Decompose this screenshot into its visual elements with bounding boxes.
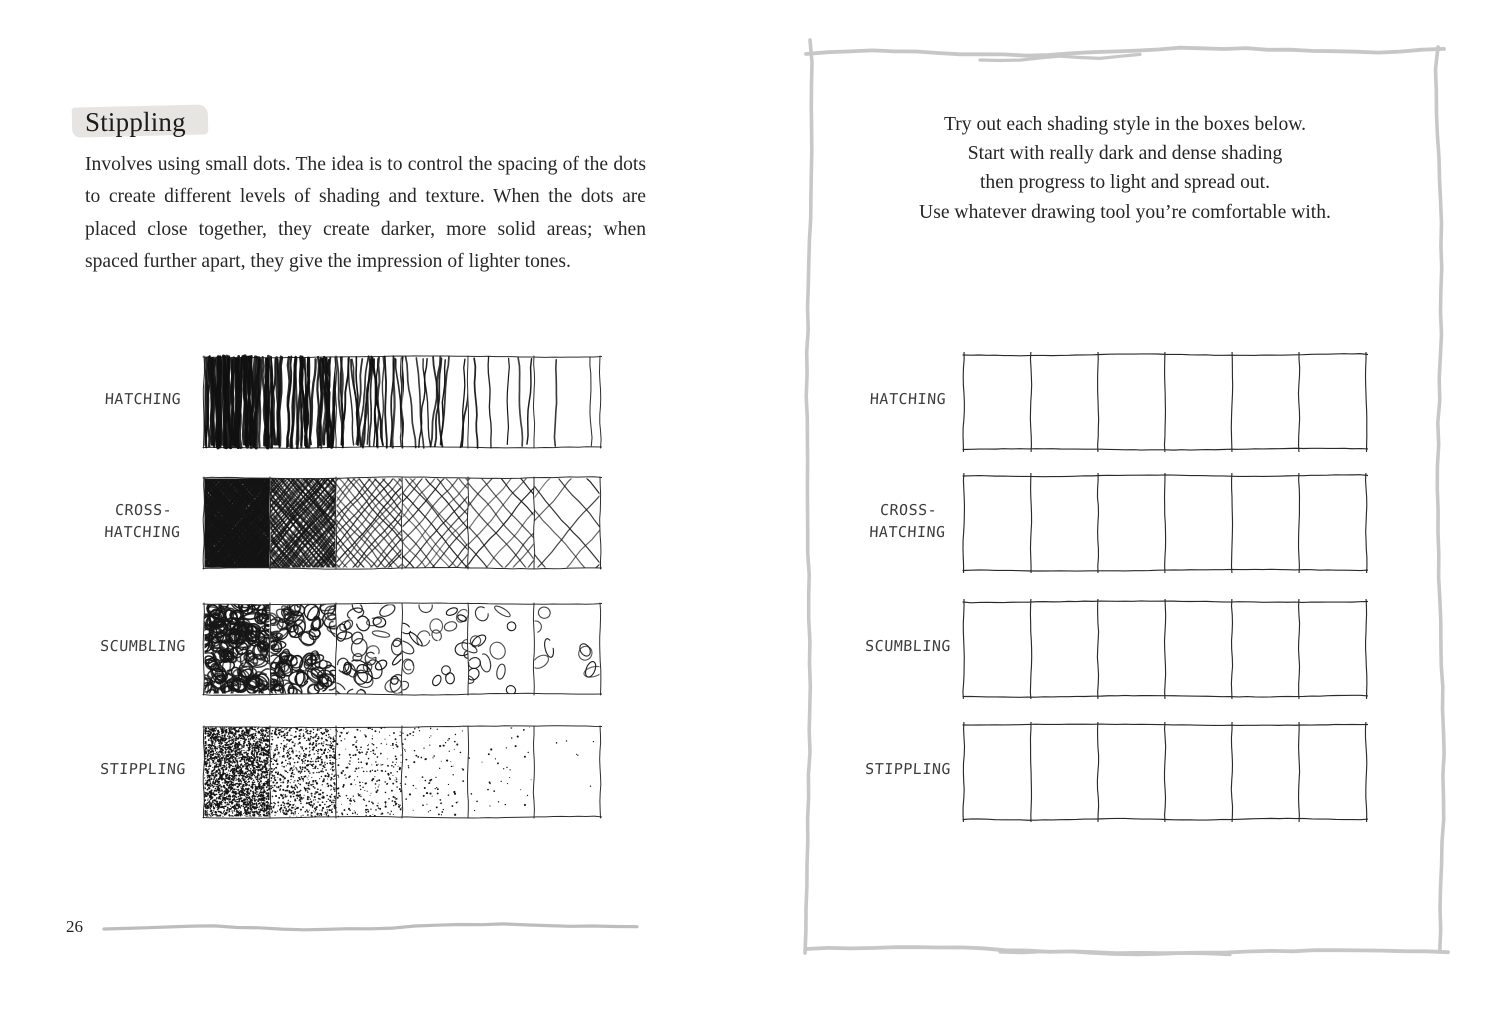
row-label-line: HATCHING bbox=[868, 522, 947, 540]
intro-paragraph: Involves using small dots. The idea is to control the spacing of the dots to create different levels of shading and texture. When the dots are placed close together, they create darker, more solid areas; when spaced further apart, they give the impression of lighter tones. bbox=[85, 154, 646, 273]
page-title: Stippling bbox=[85, 107, 186, 137]
row-label-line: HATCHING bbox=[104, 390, 182, 409]
stippling-practice-grid bbox=[962, 722, 1368, 822]
practice-instructions bbox=[812, 110, 1438, 227]
scumbling-example-strip bbox=[202, 601, 602, 697]
row-label-line: HATCHING bbox=[103, 522, 182, 540]
stippling-example-strip bbox=[202, 724, 602, 820]
sketch-border-stroke bbox=[806, 48, 1444, 56]
cross-hatching-practice-grid bbox=[962, 473, 1368, 573]
sketch-border-stroke bbox=[806, 947, 1448, 953]
cross-hatching-example-strip bbox=[202, 475, 602, 571]
instruction-line: then progress to light and spread out. bbox=[979, 172, 1271, 194]
hatching-example-strip bbox=[202, 354, 602, 450]
page-bottom-rule bbox=[104, 924, 637, 930]
instruction-line: Use whatever drawing tool you’re comfortable with. bbox=[919, 201, 1331, 223]
page-number: 26 bbox=[66, 917, 83, 936]
row-label-line: SCUMBLING bbox=[99, 637, 187, 656]
sketch-border-stroke bbox=[1000, 952, 1230, 955]
row-label-line: SCUMBLING bbox=[864, 637, 952, 656]
row-label-line: CROSS- bbox=[879, 500, 938, 519]
row-label-stippling-example bbox=[62, 759, 223, 781]
sketch-border-stroke bbox=[980, 54, 1140, 60]
row-label-cross-hatching-example bbox=[62, 500, 224, 543]
row-label-line: HATCHING bbox=[869, 390, 947, 409]
row-label-hatching-example bbox=[62, 389, 223, 411]
hatching-practice-grid bbox=[962, 352, 1368, 452]
row-label-line: CROSS- bbox=[114, 500, 173, 519]
instruction-line: Try out each shading style in the boxes below. bbox=[943, 114, 1307, 135]
row-label-line: STIPPLING bbox=[864, 760, 952, 779]
row-label-scumbling-example bbox=[62, 636, 223, 658]
sketch-border-stroke bbox=[805, 40, 812, 953]
scumbling-practice-grid bbox=[962, 599, 1368, 699]
row-label-line: STIPPLING bbox=[99, 760, 187, 779]
instruction-line: Start with really dark and dense shading bbox=[967, 143, 1283, 165]
